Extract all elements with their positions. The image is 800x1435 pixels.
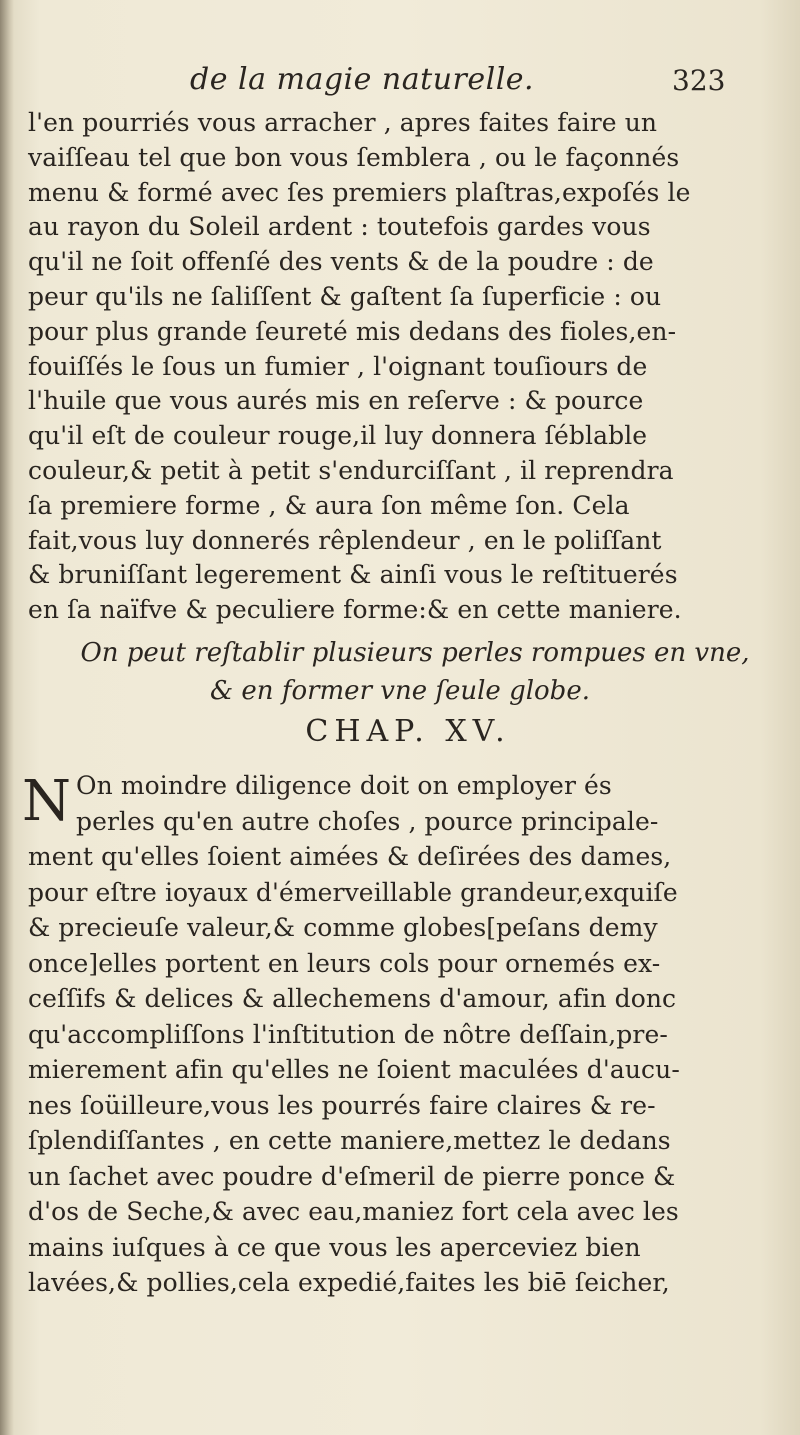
text-line: au rayon du Soleil ardent : toutefois gardes vous	[28, 212, 651, 242]
text-line: ſa premiere forme , & aura ſon même ſon. Cela	[28, 490, 630, 520]
text-line: l'huile que vous aurés mis en reſerve : & pource	[28, 386, 644, 416]
text-line: On moindre diligence doit on employer és	[76, 771, 612, 800]
text-line: mierement afin qu'elles ne ſoient maculées d'aucu-	[28, 1055, 680, 1084]
text-line: qu'il ne ſoit offenſé des vents & de la poudre : de	[28, 247, 654, 277]
text-line: lavées,& pollies,cela expedié,faites les biē ſeicher,	[28, 1268, 670, 1297]
text-line: peur qu'ils ne ſaliſſent & gaſtent ſa ſuperficie : ou	[28, 281, 662, 311]
text-line: menu & formé avec ſes premiers plaſtras,expoſés le	[28, 177, 691, 207]
text-line: nes ſoüilleure,vous les pourrés faire claires & re-	[28, 1090, 656, 1120]
page-header	[0, 62, 800, 102]
text-line: l'en pourriés vous arracher , apres faites faire un	[28, 108, 658, 137]
chapter-title-line-2: & en former vne ſeule globe.	[210, 676, 590, 706]
page-number: 323	[672, 64, 726, 97]
text-line: mains iuſques à ce que vous les aperceviez bien	[28, 1232, 641, 1262]
paragraph-1	[28, 106, 728, 628]
chapter-label: CHAP. XV.	[305, 714, 511, 749]
text-line: & precieuſe valeur,& comme globes[peſans demy	[28, 913, 658, 942]
text-line: fouiſſés le ſous un fumier , l'oignant touſiours de	[28, 351, 648, 381]
text-line: couleur,& petit à petit s'endurciſſant , il reprendra	[28, 455, 674, 485]
text-line: vaiſſeau tel que bon vous ſemblera , ou le façonnés	[28, 142, 680, 172]
chapter-title-line-1: On peut reſtablir plusieurs perles rompues en vne,	[80, 638, 750, 668]
text-line: un ſachet avec poudre d'eſmeril de pierre ponce &	[28, 1161, 676, 1191]
text-line: d'os de Seche,& avec eau,maniez fort cela avec les	[28, 1197, 679, 1226]
paragraph-2	[22, 768, 728, 1301]
text-line: ſplendiſſantes , en cette maniere,mettez le dedans	[28, 1126, 671, 1155]
text-line: qu'accompliſſons l'inſtitution de nôtre deſſain,pre-	[28, 1019, 668, 1049]
text-line: ment qu'elles ſoient aimées & deſirées des dames,	[28, 842, 672, 871]
text-line: fait,vous luy donnerés rêplendeur , en le poliſſant	[28, 525, 662, 555]
text-line: qu'il eſt de couleur rouge,il luy donnera ſéblable	[28, 421, 648, 451]
text-line: pour eſtre ioyaux d'émerveillable grandeur,exquiſe	[28, 877, 678, 907]
text-line: en ſa naïfve & peculiere forme:& en cette maniere.	[28, 595, 682, 625]
text-line: pour plus grande ſeureté mis dedans des fioles,en-	[28, 316, 677, 346]
text-line: once]elles portent en leurs cols pour ornemés ex-	[28, 948, 661, 978]
text-line: & bruniſſant legerement & ainſi vous le reſtituerés	[28, 560, 678, 590]
chapter-heading	[0, 634, 800, 754]
drop-cap: N	[22, 769, 71, 834]
text-line: perles qu'en autre choſes , pource principale-	[76, 806, 659, 836]
running-head: de la magie naturelle.	[190, 62, 535, 97]
text-line: ceſſifs & delices & allechemens d'amour, afin donc	[28, 984, 677, 1013]
